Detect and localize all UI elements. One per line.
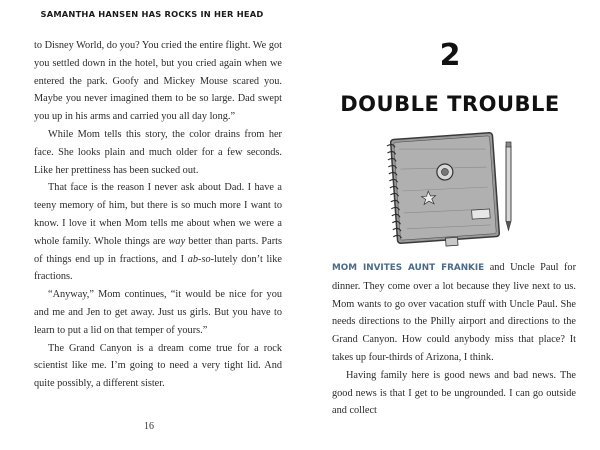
chapter-lead-in: MOM INVITES AUNT FRANKIE (332, 263, 485, 273)
paragraph: The Grand Canyon is a dream come true for a rock scientist like me. I’m going to need a very tight lid. And quite possibly, a different sister. (34, 342, 282, 390)
chapter-title: DOUBLE TROUBLE (340, 92, 560, 116)
paragraph (34, 179, 282, 286)
paragraph: to Disney World, do you? You cried the entire flight. We got you settled down in the hotel, but you cried again when we entered the park. Goofy and Mickey Mouse scared you. Maybe you never imagined them to be so large. Dad swept you up in his arms and carried you all day long.” (34, 40, 282, 123)
right-page-body (332, 259, 576, 420)
chapter-number: 2 (439, 38, 461, 73)
paragraph-text: That face is the reason I never ask about Dad. I have a teeny memory of him, but there is so much more I want to know. I love it when Mom tells me about when we were a whole family. Whole things are (34, 182, 282, 247)
paragraph (332, 259, 576, 367)
paragraph: While Mom tells this story, the color drains from her face. She looks plain and much older for a few seconds. Like her prettiness has been sucked out. (34, 128, 282, 176)
left-page-body (34, 37, 282, 393)
paragraph-text: -lutely don’t like fractions. (34, 253, 282, 283)
paragraph-text: better than parts. Parts of things end up in fractions, and I (34, 235, 282, 265)
pencil-icon (506, 142, 511, 230)
page-number: 16 (144, 421, 154, 432)
right-page (300, 0, 600, 450)
paragraph: “Anyway,” Mom continues, “it would be nice for you and me and Jen to get away. Just us girls. But you have to learn to put a lid on that temper of yours.” (34, 289, 282, 336)
running-head: SAMANTHA HANSEN HAS ROCKS IN HER HEAD (40, 9, 264, 19)
emphasis-absolutely: ab-so (187, 253, 211, 265)
paragraph: Having family here is good news and bad news. The good news is that I get to be ungrounded. I can go outside and collect (332, 369, 576, 417)
emphasis-way: way (168, 235, 186, 247)
notebook-illustration (380, 126, 520, 251)
paragraph-text: and Uncle Paul for dinner. They come over a lot because they live next to us. Mom wants to go over vacation stuff with Uncle Paul. She needs directions to the Philly airport and directions to the Grand Canyon. How could anybody miss that place? It takes up four-thirds of Arizona, I think. (332, 262, 577, 363)
